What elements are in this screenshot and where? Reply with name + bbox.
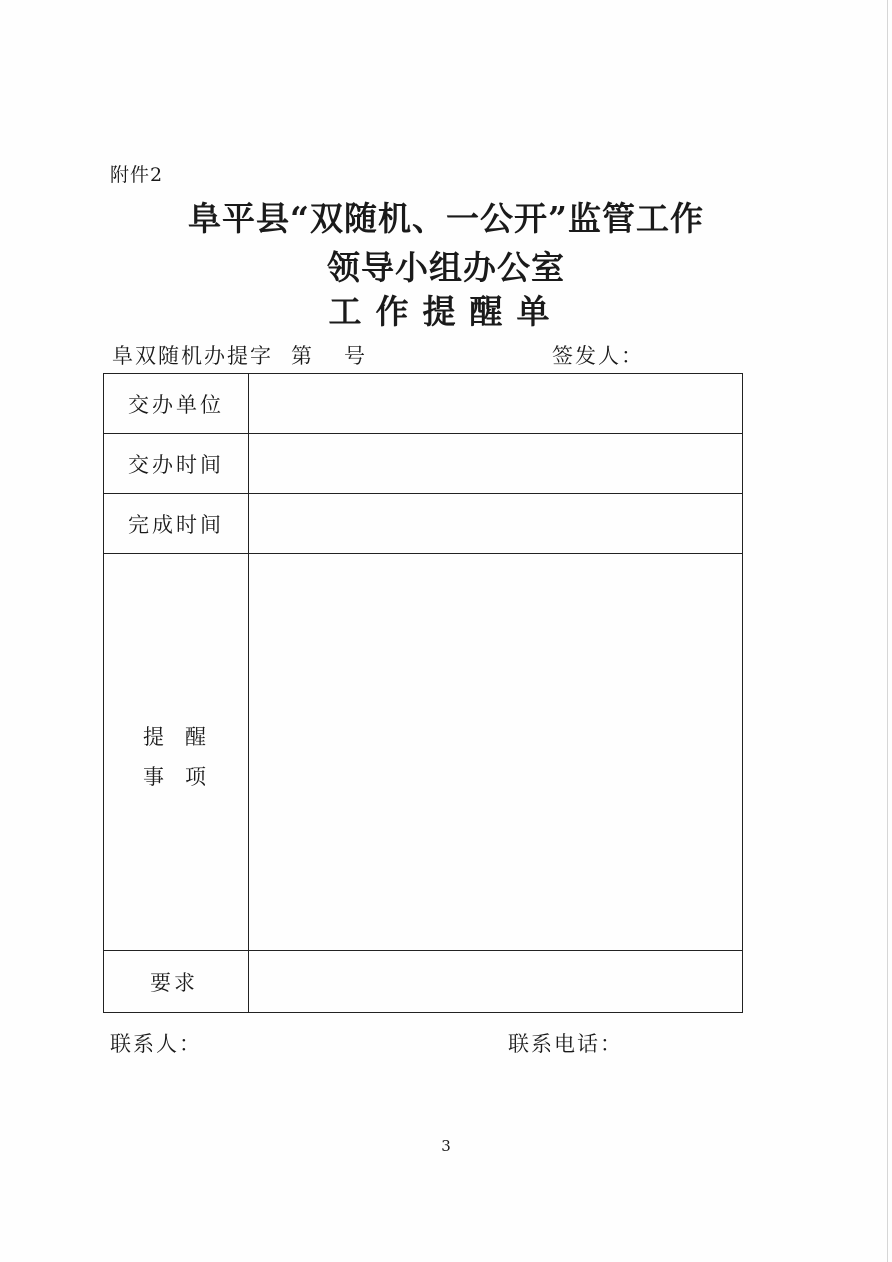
- reminder-char-xiang: 项: [185, 765, 209, 789]
- reminder-items-label: [143, 717, 209, 797]
- reminder-items-field[interactable]: [249, 554, 743, 951]
- title-line-1: 阜平县“双随机、一公开”监管工作: [188, 199, 704, 238]
- doc-number-hao: 号: [344, 344, 367, 368]
- form-row-assigning-time: [104, 434, 743, 494]
- assigning-time-field[interactable]: [249, 434, 743, 494]
- document-number: [112, 340, 367, 370]
- reminder-char-xing: 醒: [185, 725, 209, 749]
- reminder-char-shi: 事: [143, 765, 167, 789]
- contact-person-label: 联系人：: [110, 1032, 202, 1056]
- requirement-field[interactable]: [249, 951, 743, 1013]
- doc-number-di: 第: [291, 344, 314, 368]
- assigning-unit-field[interactable]: [249, 374, 743, 434]
- form-row-requirement: [104, 951, 743, 1013]
- reminder-form-table: [103, 373, 743, 1013]
- signer-label: 签发人：: [552, 344, 644, 368]
- assigning-time-label: 交办时间: [128, 452, 224, 477]
- attachment-label: 附件2: [110, 164, 164, 186]
- form-row-reminder-items: [104, 554, 743, 951]
- completion-time-label: 完成时间: [128, 512, 224, 537]
- form-row-completion-time: [104, 494, 743, 554]
- reminder-char-ti: 提: [143, 725, 167, 749]
- scan-edge-divider: [887, 0, 888, 1262]
- title-line-3: 工作提醒单: [328, 292, 564, 331]
- completion-time-field[interactable]: [249, 494, 743, 554]
- title-line-2: 领导小组办公室: [327, 248, 565, 287]
- form-row-assigning-unit: [104, 374, 743, 434]
- assigning-unit-label: 交办单位: [128, 392, 224, 417]
- requirement-label: 要求: [150, 970, 198, 995]
- page-number: 3: [441, 1137, 451, 1155]
- doc-number-prefix: 阜双随机办提字: [112, 344, 273, 368]
- contact-phone-label: 联系电话：: [508, 1032, 623, 1056]
